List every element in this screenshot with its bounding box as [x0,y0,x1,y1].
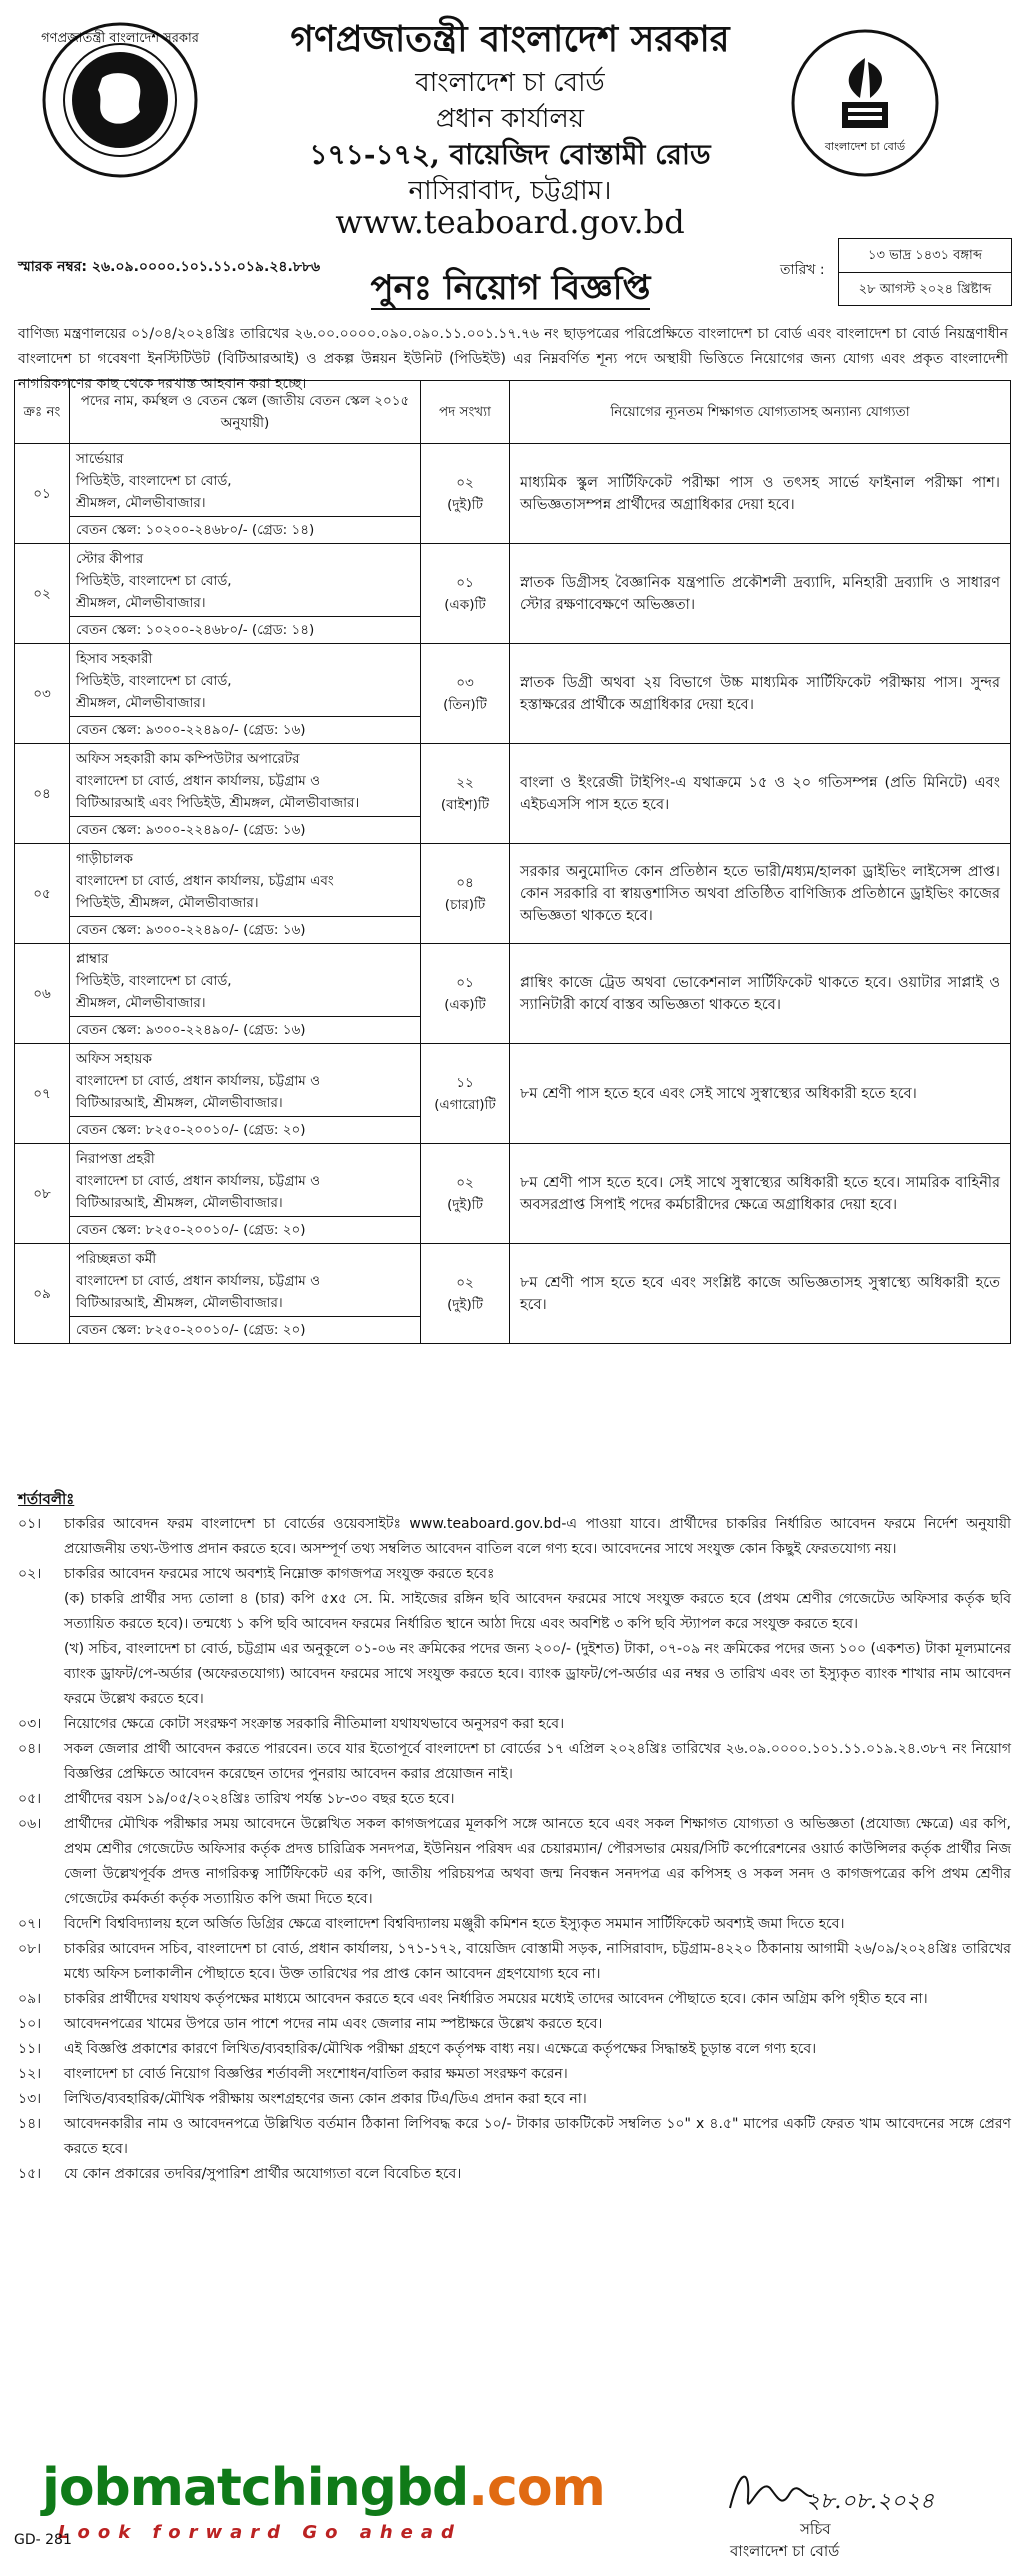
condition-text: চাকরির আবেদন সচিব, বাংলাদেশ চা বোর্ড, প্রধান কার্যালয়, ১৭১-১৭২, বায়েজিদ বোস্তামী সড়ক, নাসিরাবাদ, চট্টগ্রাম-৪২২০ ঠিকানায় আগামী ২৬/০৯/২০২৪খ্রিঃ তারিখের মধ্যে অফিস চলাকালীন পৌছাতে হবে। উক্ত তারিখের পর প্রাপ্ত কোন আবেদন গ্রহণযোগ্য হবে না। [64,1941,1011,1982]
row-serial: ০১ [15,444,70,544]
row-pay-scale: বেতন স্কেল: ৯৩০০-২২৪৯০/- (গ্রেড: ১৬) [70,916,420,943]
brand-logo [42,2458,605,2518]
condition-number: ০২। [18,1566,42,1582]
condition-number: ০৭। [18,1916,42,1932]
row-post-count: ১১ (এগারো)টি [421,1044,510,1144]
memo-number: স্মারক নম্বর: ২৬.০৯.০০০০.১০১.১১.০১৯.২৪.৮৮৬ [18,259,321,275]
condition-item [18,2037,1011,2062]
row-pay-scale: বেতন স্কেল: ১০২০০-২৪৬৮০/- (গ্রেড: ১৪) [70,516,420,543]
condition-item [18,2062,1011,2087]
row-post-name: পরিচ্ছন্নতা কর্মী বাংলাদেশ চা বোর্ড, প্রধান কার্যালয়, চট্টগ্রাম ও বিটিআরআই, শ্রীমঙ্গল, মৌলভীবাজার। [76,1251,321,1311]
row-post-count: ০১ (এক)টি [421,544,510,644]
condition-number: ১০। [18,2016,42,2032]
logo-text: বাংলাদেশ চা বোর্ড [824,140,906,153]
row-serial: ০৯ [15,1244,70,1344]
condition-item [18,2012,1011,2037]
condition-text: এই বিজ্ঞপ্তি প্রকাশের কারণে লিখিত/ব্যবহারিক/মৌখিক পরীক্ষা গ্রহণে কর্তৃপক্ষ বাধ্য নয়। এক্ষেত্রে কর্তৃপক্ষের সিদ্ধান্তই চূড়ান্ত বলে গণ্য হবে। [64,2041,817,2057]
condition-number: ১২। [18,2066,42,2082]
condition-text: বিদেশি বিশ্ববিদ্যালয় হলে অর্জিত ডিগ্রির ক্ষেত্রে বাংলাদেশ বিশ্ববিদ্যালয় মঞ্জুরী কমিশন হতে ইস্যুকৃত সমমান সার্টিফিকেট অবশ্যই জমা দিতে হবে। [64,1916,845,1932]
header-serial: ক্রঃ নং [15,381,70,444]
row-post-count: ২২ (বাইশ)টি [421,744,510,844]
condition-text: আবেদনপত্রের খামের উপরে ডান পাশে পদের নাম এবং জেলার নাম স্পষ্টাক্ষরে উল্লেখ করতে হবে। [64,2016,603,2032]
condition-text: চাকরির প্রার্থীদের যথাযথ কর্তৃপক্ষের মাধ্যমে আবেদন করতে হবে এবং নির্ধারিত সময়ের মধ্যেই তাদের আবেদন পৌছাতে হবে। কোন অগ্রিম কপি গৃহীত হবে না। [64,1991,928,2007]
condition-item [18,2162,1011,2187]
condition-number: ০৯। [18,1991,42,2007]
intro-paragraph: বাণিজ্য মন্ত্রণালয়ের ০১/০৪/২০২৪খ্রিঃ তারিখের ২৬.০০.০০০০.০৯০.০৯০.১১.০০১.১৭.৭৬ নং ছাড়পত্রের পরিপ্রেক্ষিতে বাংলাদেশ চা বোর্ড এবং বাংলাদেশ চা বোর্ড নিয়ন্ত্রণাধীন বাংলাদেশ চা গবেষণা ইনস্টিটিউট (বিটিআরআই) ও প্রকল্প উন্নয়ন ইউনিট (পিডিইউ) এর নিম্নবর্ণিত শূন্য পদে অস্থায়ী ভিত্তিতে নিয়োগের জন্য যোগ্য এবং প্রকৃত বাংলাদেশী নাগরিকগণের কাছ থেকে দরখাস্ত আহবান করা হচ্ছে। [18,326,1008,392]
row-serial: ০৮ [15,1144,70,1244]
row-serial: ০৩ [15,644,70,744]
row-post [70,644,421,744]
brand-main: jobmatchingbd [42,2458,469,2518]
row-post-count: ০৪ (চার)টি [421,844,510,944]
row-qualification: স্নাতক ডিগ্রী অথবা ২য় বিভাগে উচ্চ মাধ্যমিক সার্টিফিকেট পরীক্ষায় পাস। সুন্দর হস্তাক্ষরের প্রার্থীকে অগ্রাধিকার দেয়া হবে। [510,644,1011,744]
row-post-name: গাড়ীচালক বাংলাদেশ চা বোর্ড, প্রধান কার্যালয়, চট্টগ্রাম এবং পিডিইউ, শ্রীমঙ্গল, মৌলভীবাজার। [76,851,334,911]
row-qualification: ৮ম শ্রেণী পাস হতে হবে এবং সেই সাথে সুস্বাস্থ্যের অধিকারী হতে হবে। [510,1044,1011,1144]
table-row [15,844,1011,944]
table-row [15,544,1011,644]
seal-text: গণপ্রজাতন্ত্রী বাংলাদেশ সরকার [41,31,199,46]
condition-number: ০৩। [18,1716,42,1732]
table-row [15,744,1011,844]
gd-code: GD- 281 [14,2532,72,2548]
condition-text: আবেদনকারীর নাম ও আবেদনপত্রে উল্লিখিত বর্তমান ঠিকানা লিপিবদ্ধ করে ১০/- টাকার ডাকটিকেট সম্বলিত ১০" x ৪.৫" মাপের একটি ফেরত খাম আবেদনের সঙ্গে প্রেরণ করতে হবে। [64,2116,1011,2157]
row-post [70,444,421,544]
condition-item [18,1562,1011,1712]
vacancy-table [14,380,1011,1344]
address-line-2: নাসিরাবাদ, চট্টগ্রাম। [408,176,612,206]
row-pay-scale: বেতন স্কেল: ৯৩০০-২২৪৯০/- (গ্রেড: ১৬) [70,816,420,843]
brand-tld: .com [468,2458,605,2518]
row-serial: ০৬ [15,944,70,1044]
condition-number: ০৪। [18,1741,42,1757]
row-qualification: ৮ম শ্রেণী পাস হতে হবে। সেই সাথে সুস্বাস্থ্যের অধিকারী হতে হবে। সামরিক বাহিনীর অবসরপ্রাপ্ত সিপাই পদের কর্মচারীদের ক্ষেত্রে অগ্রাধিকার দেয়া হবে। [510,1144,1011,1244]
condition-number: ১১। [18,2041,42,2057]
header-count: পদ সংখ্যা [421,381,510,444]
conditions-list [18,1512,1011,2187]
row-post-name: স্টোর কীপার পিডিইউ, বাংলাদেশ চা বোর্ড, শ্রীমঙ্গল, মৌলভীবাজার। [76,551,232,611]
condition-item [18,1712,1011,1737]
condition-number: ১৫। [18,2166,42,2182]
row-post [70,544,421,644]
government-title: গণপ্রজাতন্ত্রী বাংলাদেশ সরকার [290,18,730,60]
row-post [70,744,421,844]
condition-item [18,1512,1011,1562]
row-post [70,1144,421,1244]
date-label: তারিখ : [780,262,825,278]
row-post-name: অফিস সহায়ক বাংলাদেশ চা বোর্ড, প্রধান কার্যালয়, চট্টগ্রাম ও বিটিআরআই, শ্রীমঙ্গল, মৌলভীবাজার। [76,1051,321,1111]
signatory-organization: বাংলাদেশ চা বোর্ড [730,2542,840,2560]
condition-text: প্রার্থীদের বয়স ১৯/০৫/২০২৪খ্রিঃ তারিখ পর্যন্ত ১৮-৩০ বছর হতে হবে। [64,1791,455,1807]
condition-number: ০১। [18,1516,42,1532]
row-serial: ০৭ [15,1044,70,1144]
row-qualification: মাধ্যমিক স্কুল সার্টিফিকেট পরীক্ষা পাস ও তৎসহ সার্ভে ফাইনাল পরীক্ষা পাশ। অভিজ্ঞতাসম্পন্ন প্রার্থীদের অগ্রাধিকার দেয়া হবে। [510,444,1011,544]
row-post-count: ০১ (এক)টি [421,944,510,1044]
brand-tagline: Look forward Go ahead [58,2522,462,2543]
row-post-count: ০২ (দুই)টি [421,1244,510,1344]
condition-text: বাংলাদেশ চা বোর্ড নিয়োগ বিজ্ঞপ্তির শর্তাবলী সংশোধন/বাতিল করার ক্ষমতা সংরক্ষণ করেন। [64,2066,568,2082]
row-serial: ০৪ [15,744,70,844]
tea-board-logo [790,28,940,178]
row-pay-scale: বেতন স্কেল: ৯৩০০-২২৪৯০/- (গ্রেড: ১৬) [70,1016,420,1043]
row-qualification: প্লাম্বিং কাজে ট্রেড অথবা ভোকেশনাল সার্টিফিকেট থাকতে হবে। ওয়াটার সাপ্লাই ও স্যানিটারী কার্যে বাস্তব অভিজ্ঞতা থাকতে হবে। [510,944,1011,1044]
notice-title [0,262,1021,319]
row-post-name: নিরাপত্তা প্রহরী বাংলাদেশ চা বোর্ড, প্রধান কার্যালয়, চট্টগ্রাম ও বিটিআরআই, শ্রীমঙ্গল, মৌলভীবাজার। [76,1151,321,1211]
signature [720,2458,980,2528]
row-qualification: সরকার অনুমোদিত কোন প্রতিষ্ঠান হতে ভারী/মধ্যম/হালকা ড্রাইভিং লাইসেন্স প্রাপ্ত। কোন সরকারি বা স্বায়ত্তশাসিত অথবা প্রতিষ্ঠিত বাণিজ্যিক প্রতিষ্ঠানে ড্রাইভিং কাজের অভিজ্ঞতা থাকতে হবে। [510,844,1011,944]
table-row [15,644,1011,744]
header-post: পদের নাম, কর্মস্থল ও বেতন স্কেল (জাতীয় বেতন স্কেল ২০১৫ অনুযায়ী) [70,381,421,444]
table-row [15,444,1011,544]
condition-item [18,1787,1011,1812]
organization-name: বাংলাদেশ চা বোর্ড [415,68,605,98]
condition-text: যে কোন প্রকারের তদবির/সুপারিশ প্রার্থীর অযোগ্যতা বলে বিবেচিত হবে। [64,2166,462,2182]
vacancy-rows [15,444,1011,1344]
row-serial: ০২ [15,544,70,644]
row-post-name: হিসাব সহকারী পিডিইউ, বাংলাদেশ চা বোর্ড, শ্রীমঙ্গল, মৌলভীবাজার। [76,651,232,711]
condition-number: ০৬। [18,1816,42,1832]
row-serial: ০৫ [15,844,70,944]
row-post-name: অফিস সহকারী কাম কম্পিউটার অপারেটর বাংলাদেশ চা বোর্ড, প্রধান কার্যালয়, চট্টগ্রাম ও বিটিআরআই এবং পিডিইউ, শ্রীমঙ্গল, মৌলভীবাজার। [76,751,360,811]
condition-text: লিখিত/ব্যবহারিক/মৌখিক পরীক্ষায় অংশগ্রহণের জন্য কোন প্রকার টিএ/ডিএ প্রদান করা হবে না। [64,2091,587,2107]
row-pay-scale: বেতন স্কেল: ১০২০০-২৪৬৮০/- (গ্রেড: ১৪) [70,616,420,643]
condition-number: ০৫। [18,1791,42,1807]
notice-title-text: পুনঃ নিয়োগ বিজ্ঞপ্তি [370,268,651,308]
row-post-name: সার্ভেয়ার পিডিইউ, বাংলাদেশ চা বোর্ড, শ্রীমঙ্গল, মৌলভীবাজার। [76,451,232,511]
condition-item [18,2112,1011,2162]
condition-item [18,1912,1011,1937]
row-post [70,844,421,944]
table-row [15,944,1011,1044]
condition-number: ১৪। [18,2116,42,2132]
condition-number: ০৮। [18,1941,42,1957]
condition-item [18,1987,1011,2012]
header-qualification: নিয়োগের ন্যূনতম শিক্ষাগত যোগ্যতাসহ অন্যান্য যোগ্যতা [510,381,1011,444]
row-post-name: প্লাম্বার পিডিইউ, বাংলাদেশ চা বোর্ড, শ্রীমঙ্গল, মৌলভীবাজার। [76,951,232,1011]
condition-text: প্রার্থীদের মৌখিক পরীক্ষার সময় আবেদনে উল্লেখিত সকল কাগজপত্রের মূলকপি সঙ্গে আনতে হবে এবং সকল শিক্ষাগত যোগ্যতা ও অভিজ্ঞতা (প্রযোজ্য ক্ষেত্রে) এর কপি, প্রথম শ্রেণীর গেজেটেড অফিসার কর্তৃক প্রদত্ত চারিত্রিক সনদপত্র, ইউনিয়ন পরিষদ এর চেয়ারম্যান/ পৌরসভার মেয়র/সিটি কর্পোরেশনের ওয়ার্ড কাউন্সিলর কর্তৃক প্রার্থীর নিজ জেলা উল্লেখপূর্বক প্রদত্ত নাগরিকত্ব সার্টিফিকেট এর কপি, জাতীয় পরিচয়পত্র অথবা জন্ম নিবন্ধন সনদপত্র এর কপিসহ ও সকল সনদ ও কাগজপত্রের কপি প্রথম শ্রেণীর গেজেটের কর্মকর্তা কর্তৃক সত্যায়িত কপি জমা দিতে হবে। [64,1816,1011,1907]
website-link[interactable]: www.teaboard.gov.bd [335,203,685,241]
table-row [15,1144,1011,1244]
row-qualification: স্নাতক ডিগ্রীসহ বৈজ্ঞানিক যন্ত্রপাতি প্রকৌশলী দ্রব্যাদি, মনিহারী দ্রব্যাদি ও সাধারণ স্টোর রক্ষণাবেক্ষণে অভিজ্ঞতা। [510,544,1011,644]
condition-text: নিয়োগের ক্ষেত্রে কোটা সংরক্ষণ সংক্রান্ত সরকারি নীতিমালা যথাযথভাবে অনুসরণ করা হবে। [64,1716,565,1732]
row-post [70,1244,421,1344]
signature-date: ২৮.০৮.২০২৪ [805,2489,935,2514]
condition-item [18,1737,1011,1787]
government-seal-logo [40,20,200,180]
row-pay-scale: বেতন স্কেল: ৮২৫০-২০০১০/- (গ্রেড: ২০) [70,1316,420,1343]
condition-text: চাকরির আবেদন ফরমের সাথে অবশ্যই নিম্নোক্ত কাগজপত্র সংযুক্ত করতে হবেঃ (ক) চাকরি প্রার্থীর সদ্য তোলা ৪ (চার) কপি ৫x৫ সে. মি. সাইজের রঙ্গিন ছবি আবেদন ফরমের সাথে সংযুক্ত করতে হবে (প্রথম শ্রেণীর গেজেটেড অফিসার কর্তৃক ছবি সত্যায়িত করতে হবে)। তন্মধ্যে ১ কপি ছবি আবেদন ফরমের নির্ধারিত স্থানে আঠা দিয়ে এবং অবশিষ্ট ৩ কপি ছবি স্ট্যাপল করে সংযুক্ত করতে হবে। (খ) সচিব, বাংলাদেশ চা বোর্ড, চট্টগ্রাম এর অনুকূলে ০১-০৬ নং ক্রমিকের পদের জন্য ২০০/- (দুইশত) টাকা, ০৭-০৯ নং ক্রমিকের পদের জন্য ১০০ (একশত) টাকা মূল্যমানের ব্যাংক ড্রাফট/পে-অর্ডার (অফেরতযোগ্য) আবেদন ফরমের সাথে সংযুক্ত করতে হবে। ব্যাংক ড্রাফট/পে-অর্ডার এর নম্বর ও তারিখ এবং তা ইস্যুকৃত ব্যাংক শাখার নাম আবেদন ফরমে উল্লেখ করতে হবে। [64,1566,1011,1707]
table-header-row [15,381,1011,444]
row-qualification: বাংলা ও ইংরেজী টাইপিং-এ যথাক্রমে ১৫ ও ২০ গতিসম্পন্ন (প্রতি মিনিটে) এবং এইচএসসি পাস হতে হবে। [510,744,1011,844]
condition-text: সকল জেলার প্রার্থী আবেদন করতে পারবেন। তবে যার ইতোপূর্বে বাংলাদেশ চা বোর্ডের ১৭ এপ্রিল ২০২৪খ্রিঃ তারিখের ২৬.০৯.০০০০.১০১.১১.০১৯.২৪.৩৮৭ নং নিয়োগ বিজ্ঞপ্তির প্রেক্ষিতে আবেদন করেছেন তাদের পুনরায় আবেদন করার প্রয়োজন নাই। [64,1741,1011,1782]
conditions-title: শর্তাবলীঃ [18,1490,75,1508]
condition-number: ১৩। [18,2091,42,2107]
condition-item [18,1812,1011,1912]
row-post-count: ০৩ (তিন)টি [421,644,510,744]
row-post [70,1044,421,1144]
row-pay-scale: বেতন স্কেল: ৮২৫০-২০০১০/- (গ্রেড: ২০) [70,1116,420,1143]
row-post [70,944,421,1044]
date-gregorian: ২৮ আগস্ট ২০২৪ খ্রিষ্টাব্দ [858,282,992,297]
signatory-title: সচিব [800,2520,831,2538]
date-bengali: ১৩ ভাদ্র ১৪৩১ বঙ্গাব্দ [839,239,1011,273]
row-qualification: ৮ম শ্রেণী পাস হতে হবে এবং সংশ্লিষ্ট কাজে অভিজ্ঞতাসহ সুস্বাস্থ্যে অধিকারী হতে হবে। [510,1244,1011,1344]
condition-text: চাকরির আবেদন ফরম বাংলাদেশ চা বোর্ডের ওয়েবসাইটঃ www.teaboard.gov.bd-এ পাওয়া যাবে। প্রার্থীদের চাকরির নির্ধারিত আবেদন ফরমে নির্দেশ অনুযায়ী প্রয়োজনীয় তথ্য-উপাত্ত প্রদান করতে হবে। অসম্পূর্ণ তথ্য সম্বলিত আবেদন বাতিল বলে গণ্য হবে। আবেদনের সাথে সংযুক্ত কোন কিছুই ফেরতযোগ্য নয়। [64,1516,1011,1557]
condition-item [18,1937,1011,1987]
row-post-count: ০২ (দুই)টি [421,1144,510,1244]
table-row [15,1244,1011,1344]
row-post-count: ০২ (দুই)টি [421,444,510,544]
condition-item [18,2087,1011,2112]
address-line-1: ১৭১-১৭২, বায়েজিদ বোস্তামী রোড [309,138,711,171]
table-row [15,1044,1011,1144]
office-name: প্রধান কার্যালয় [435,104,585,134]
row-pay-scale: বেতন স্কেল: ৮২৫০-২০০১০/- (গ্রেড: ২০) [70,1216,420,1243]
row-pay-scale: বেতন স্কেল: ৯৩০০-২২৪৯০/- (গ্রেড: ১৬) [70,716,420,743]
